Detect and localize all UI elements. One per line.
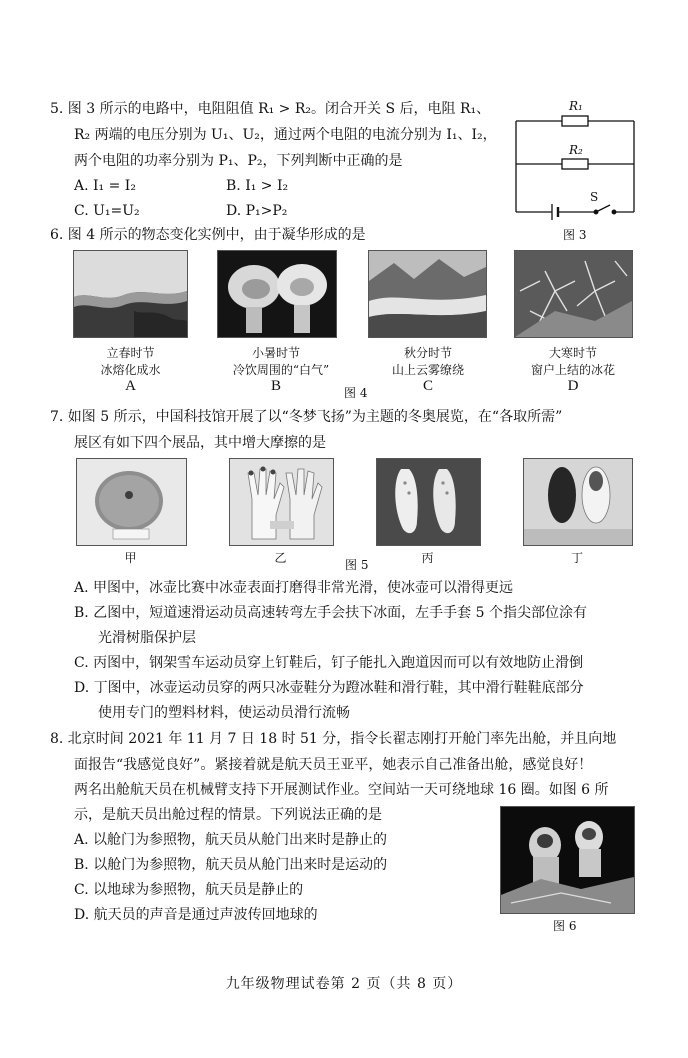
page-footer: 九年级物理试卷第 2 页（共 8 页） — [225, 976, 463, 992]
label-bing: 丙 — [421, 551, 434, 565]
caption-c-line2: 山上云雾缭绕 — [391, 363, 464, 377]
photo-cold-drink — [217, 250, 337, 338]
photo-ice-melting — [73, 250, 188, 338]
choice-letter-d: D — [567, 378, 579, 394]
q7-option-b: B. 乙图中，短道速滑运动员高速转弯左手会扶下冰面，左手手套 5 个指尖部位涂有 — [74, 605, 587, 621]
caption-c-line1: 秋分时节 — [403, 346, 452, 360]
q5-line-3: 两个电阻的功率分别为 P₁、P₂，下列判断中正确的是 — [74, 153, 403, 169]
q5-line-1: 5. 图 3 所示的电路中，电阻阻值 R₁ > R₂。闭合开关 S 后，电阻 R₁、 — [50, 101, 491, 117]
q5-option-a: A. I₁ = I₂ — [74, 178, 136, 194]
q8-option-d: D. 航天员的声音是通过声波传回地球的 — [74, 907, 318, 923]
caption-b-line2: 冷饮周围的“白气” — [232, 363, 330, 377]
q7-line-2: 展区有如下四个展品，其中增大摩擦的是 — [74, 435, 326, 451]
photo-window-frost — [514, 250, 633, 338]
q8-option-c: C. 以地球为参照物，航天员是静止的 — [74, 882, 304, 898]
photo-spike-shoes — [376, 458, 481, 546]
choice-letter-a: A — [125, 378, 136, 394]
photo-curling-shoes — [523, 458, 633, 546]
q6-stem: 6. 图 4 所示的物态变化实例中，由于凝华形成的是 — [50, 227, 366, 243]
q8-line-2: 面报告“我感觉良好”。紧接着就是航天员王亚平，她表示自己准备出舱，感觉良好！ — [74, 757, 593, 773]
figure-4-label: 图 4 — [344, 386, 368, 400]
q7-option-a: A. 甲图中，冰壶比赛中冰壶表面打磨得非常光滑，使冰壶可以滑得更远 — [74, 580, 514, 596]
figure-3-label: 图 3 — [563, 228, 587, 242]
q5-option-b: B. I₁ > I₂ — [226, 178, 289, 194]
q7-option-b-cont: 光滑树脂保护层 — [98, 630, 196, 646]
q8-line-4: 示，是航天员出舱过程的情景。下列说法正确的是 — [74, 807, 382, 823]
label-jia: 甲 — [124, 551, 137, 565]
q7-option-d-cont: 使用专门的塑料材料，使运动员滑行流畅 — [98, 705, 350, 721]
caption-b-line1: 小暑时节 — [251, 346, 300, 360]
q5-line-2: R₂ 两端的电压分别为 U₁、U₂，通过两个电阻的电流分别为 I₁、I₂， — [74, 127, 497, 143]
figure-6-label: 图 6 — [553, 919, 577, 933]
choice-letter-b: B — [270, 378, 281, 394]
photo-skating-gloves — [229, 458, 334, 546]
photo-mountain-fog — [368, 250, 487, 338]
q8-option-a: A. 以舱门为参照物，航天员从舱门出来时是静止的 — [74, 832, 388, 848]
caption-d-line2: 窗户上结的冰花 — [530, 363, 615, 377]
q5-option-d: D. P₁>P₂ — [226, 203, 288, 219]
q5-option-c: C. U₁=U₂ — [74, 203, 140, 219]
q8-option-b: B. 以舱门为参照物，航天员从舱门出来时是运动的 — [74, 857, 388, 873]
circuit-r1-label: R₁ — [569, 99, 583, 113]
figure-5-label: 图 5 — [345, 558, 369, 572]
choice-letter-c: C — [422, 378, 433, 394]
circuit-switch-label: S — [590, 190, 599, 204]
q8-line-3: 两名出舱航天员在机械臂支持下开展测试作业。空间站一天可绕地球 16 圈。如图 6 所 — [74, 782, 609, 798]
photo-astronauts — [500, 806, 635, 914]
circuit-diagram — [510, 96, 640, 236]
caption-a-line1: 立春时节 — [106, 346, 155, 360]
circuit-r2-label: R₂ — [569, 143, 583, 157]
label-ding: 丁 — [570, 551, 583, 565]
caption-d-line1: 大寒时节 — [548, 346, 597, 360]
label-yi: 乙 — [274, 551, 287, 565]
q7-option-c: C. 丙图中，钢架雪车运动员穿上钉鞋后，钉子能扎入跑道因而可以有效地防止滑倒 — [74, 655, 584, 671]
caption-a-line2: 冰熔化成水 — [100, 363, 161, 377]
photo-curling-stone — [76, 458, 187, 546]
q7-line-1: 7. 如图 5 所示，中国科技馆开展了以“冬梦飞扬”为主题的冬奥展览，在“各取所需” — [50, 409, 563, 425]
q8-line-1: 8. 北京时间 2021 年 11 月 7 日 18 时 51 分，指令长翟志刚打开舱门率先出舱，并且向地 — [50, 731, 617, 747]
q7-option-d: D. 丁图中，冰壶运动员穿的两只冰壶鞋分为蹬冰鞋和滑行鞋，其中滑行鞋鞋底部分 — [74, 680, 584, 696]
